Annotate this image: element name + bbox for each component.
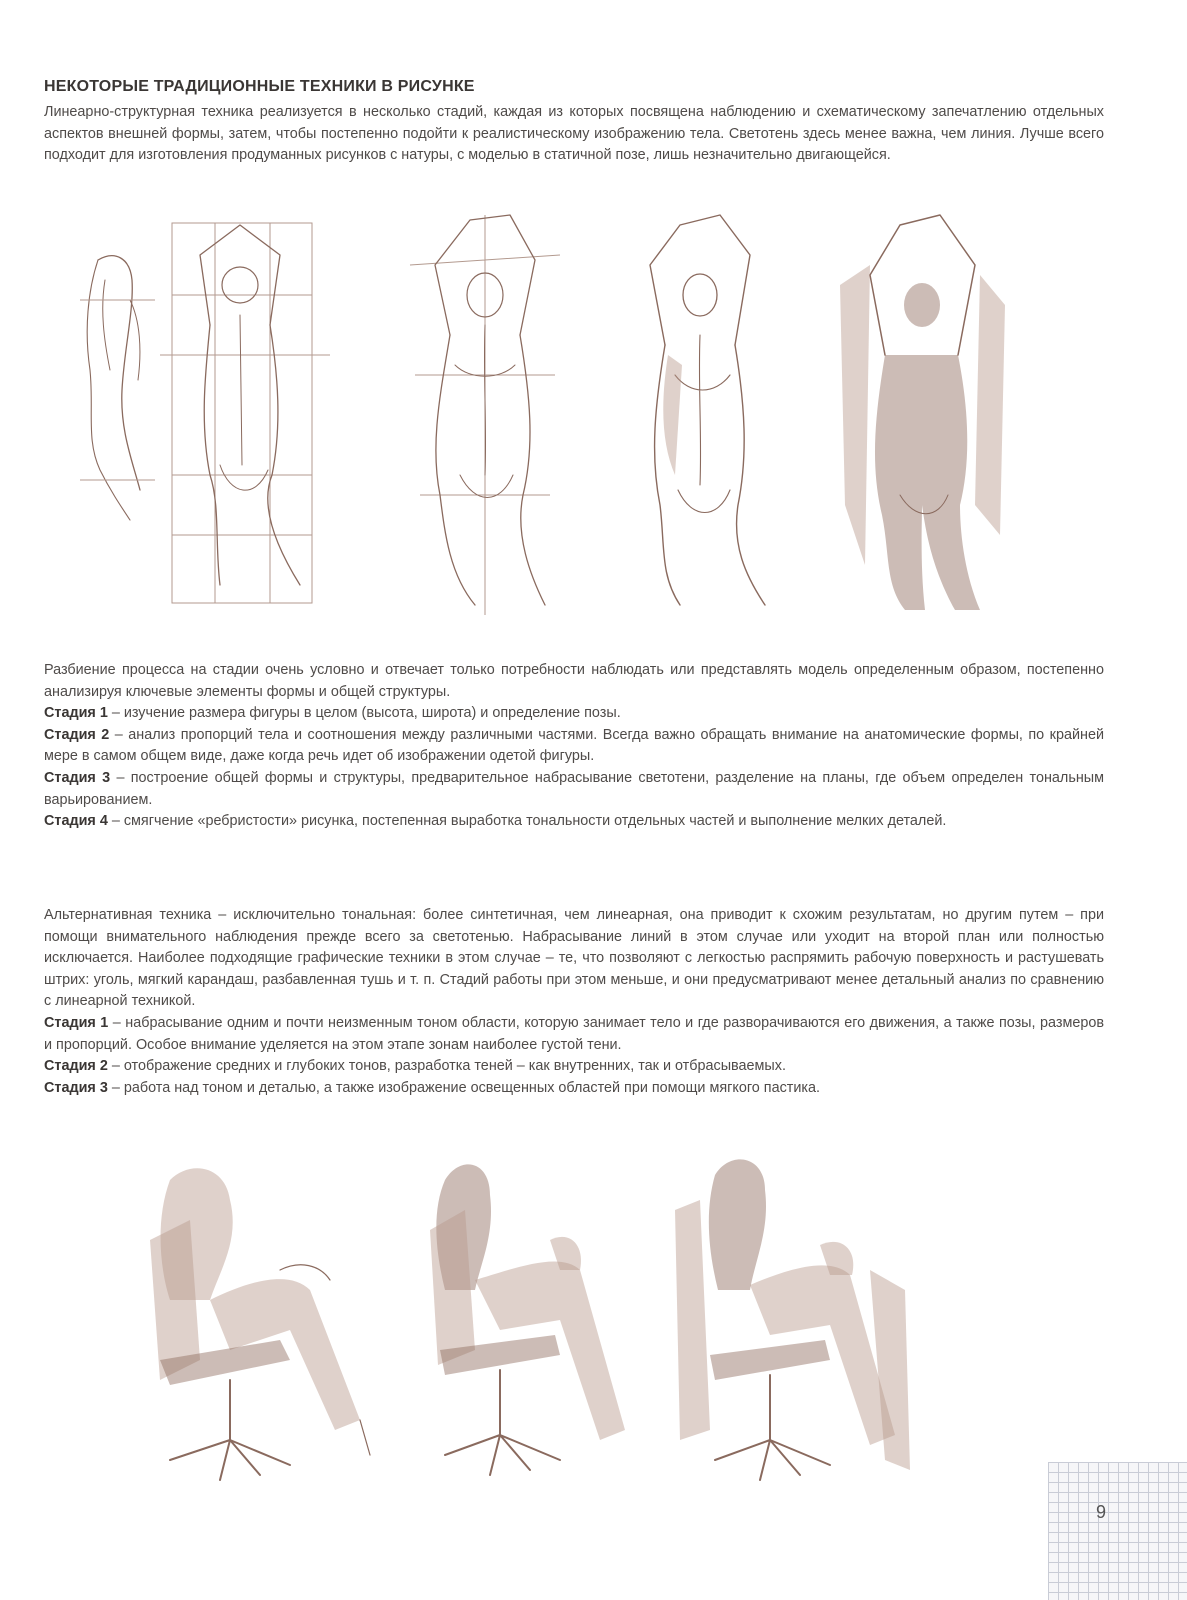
stage-label: Стадия 3	[44, 1079, 108, 1096]
stage-text: – набрасывание одним и почти неизменным тоном области, которую занимает тело и где разворачиваются его движения, а также позы, размеров и пропорций. Особое внимание уделяется на этом этапе зонам наиболее густой тени.	[44, 1014, 1104, 1053]
stage-text: – изучение размера фигуры в целом (высота, широта) и определение позы.	[107, 705, 621, 722]
linear-stage-2	[44, 725, 1104, 768]
stage-text: – анализ пропорций тела и соотношения между различными частями. Всегда важно обращать внимание на анатомические формы, по крайней мере в самом общем виде, даже когда речь идет об изображении одетой фигуры.	[44, 726, 1105, 765]
stage-text: – работа над тоном и деталью, а также изображение освещенных областей при помощи мягкого пастика.	[107, 1079, 821, 1096]
stage-text: – отображение средних и глубоких тонов, разработка теней – как внутренних, так и отбрасываемых.	[107, 1058, 786, 1075]
stage-label: Стадия 2	[44, 1058, 108, 1075]
stage-text: – смягчение «ребристости» рисунка, постепенная выработка тональности отдельных частей и выполнение мелких деталей.	[107, 813, 947, 830]
tonal-stage-sketch-1	[130, 1160, 380, 1490]
tonal-stage-1	[44, 1013, 1104, 1056]
linear-stage-3	[44, 768, 1104, 811]
linear-stage-sketch-3	[395, 205, 575, 625]
tonal-stage-2	[44, 1056, 1104, 1078]
linear-lead: Разбиение процесса на стадии очень условно и отвечает только потребности наблюдать или представлять модель определенным образом, постепенно анализируя ключевые элементы формы и общей структуры.	[44, 662, 1104, 700]
tonal-stage-sketch-2	[410, 1150, 660, 1490]
linear-stage-1	[44, 703, 1104, 725]
section-heading: НЕКОТОРЫЕ ТРАДИЦИОННЫЕ ТЕХНИКИ В РИСУНКЕ	[44, 78, 475, 95]
intro-paragraph: Линеарно-структурная техника реализуется в несколько стадий, каждая из которых посвящена наблюдению и схематическому запечатлению отдельных аспектов внешней формы, затем, чтобы постепенно подойти к реалистическому изображению тела. Светотень здесь менее важна, чем линия. Лучше всего подходит для изготовления продуманных рисунков с натуры, с моделью в статичной позе, лишь незначительно двигающейся.	[44, 104, 1104, 164]
stage-label: Стадия 1	[44, 1014, 109, 1031]
tonal-lead: Альтернативная техника – исключительно тональная: более синтетичная, чем линеарная, она приводит к схожим результатам, но другим путем – при помощи внимательного наблюдения прежде всего за светотенью. Набрасывание линий в этом случае или уходит на второй план или полностью исключается. Наиболее подходящие графические техники в этом случае – те, что позволяют с легкостью распрямить рабочую поверхность и растушевать штрих: уголь, мягкий карандаш, разбавленная тушь и т. п. Стадий работы при этом меньше, и они предусматривают менее детальный анализ по сравнению с линеарной техникой.	[44, 907, 1104, 1010]
page-number: 9	[1096, 1502, 1107, 1522]
linear-stage-4	[44, 811, 1104, 833]
page-corner-grid	[1048, 1462, 1187, 1600]
stage-label: Стадия 2	[44, 726, 110, 743]
linear-stage-sketch-4	[620, 205, 780, 620]
linear-stage-sketch-5	[830, 205, 1015, 625]
tonal-stage-sketch-3	[670, 1150, 930, 1490]
stage-label: Стадия 4	[44, 813, 108, 830]
linear-stage-sketch-1	[60, 240, 170, 540]
linear-stages-block	[44, 660, 1104, 833]
stage-label: Стадия 3	[44, 769, 111, 786]
tonal-stage-3	[44, 1078, 1104, 1100]
stage-text: – построение общей формы и структуры, предварительное набрасывание светотени, разделение на планы, где объем определен тональным варьированием.	[44, 769, 1105, 808]
linear-stage-sketch-2	[160, 215, 335, 615]
tonal-stages-block	[44, 905, 1104, 1099]
stage-label: Стадия 1	[44, 705, 108, 722]
